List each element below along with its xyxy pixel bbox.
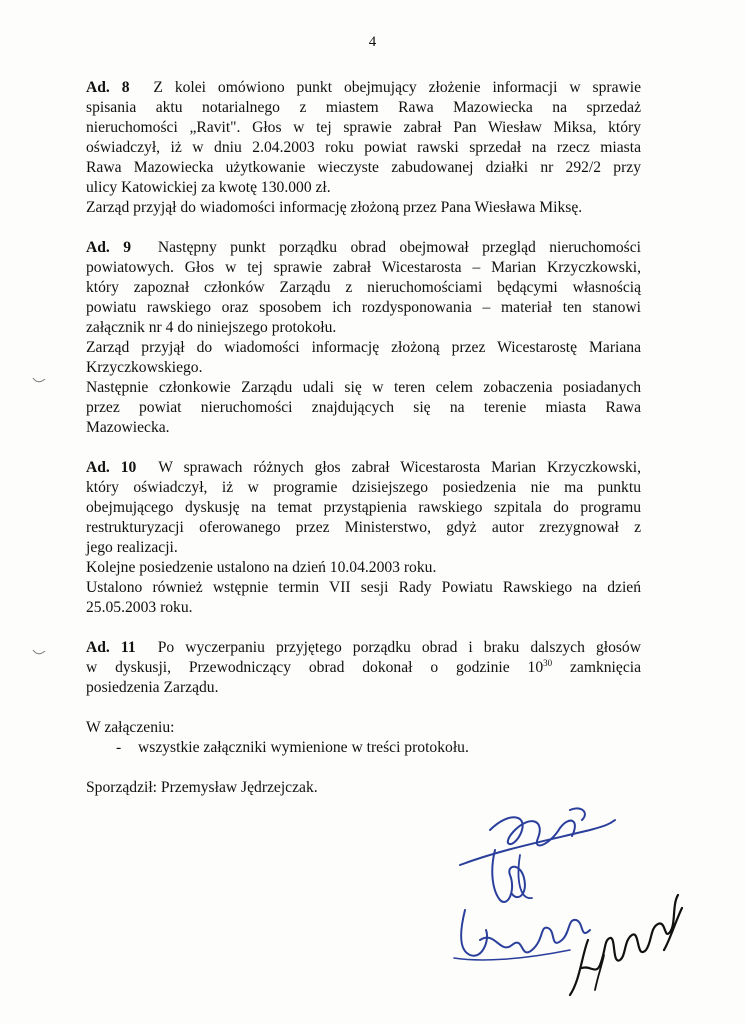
section-line: który zapoznał członków Zarządu z nieruchomościami będącymi własnością: [86, 279, 641, 296]
section-line: 25.05.2003 roku.: [86, 599, 193, 616]
handwritten-signatures-image: [420, 790, 690, 1000]
section-line: obejmującego dyskusję na temat przystąpienia rawskiego szpitala do programu: [86, 499, 641, 516]
section-line: Ad. 8 Z kolei omówiono punkt obejmujący złożenie informacji w sprawie: [86, 79, 642, 96]
section-line: posiedzenia Zarządu.: [86, 679, 219, 696]
section-label: Ad. 9: [86, 239, 132, 256]
section-line: oświadczył, iż w dniu 2.04.2003 roku powiat rawski sprzedał na rzecz miasta: [86, 139, 641, 156]
next-meeting-line: Kolejne posiedzenie ustalono na dzień 10.04.2003 roku.: [86, 559, 437, 576]
section-line: przez powiat nieruchomości znajdujących się na terenie miasta Rawa: [86, 399, 641, 416]
section-label: Ad. 8: [86, 79, 130, 96]
section-line: załącznik nr 4 do niniejszego protokołu.: [86, 319, 337, 336]
section-line: w dyskusji, Przewodniczący obrad dokonał o godzinie $10^{30}$ zamknięcia: [86, 658, 641, 676]
margin-tick-mark: [32, 376, 46, 386]
section-line: Rawa Mazowiecka użytkowanie wieczyste zabudowanej działki nr 292/2 przy: [86, 159, 641, 176]
section-conclusion: Zarząd przyjął do wiadomości informację złożoną przez Pana Wiesława Miksę.: [86, 199, 583, 216]
section-ad-8: [86, 78, 641, 218]
section-line: nieruchomości „Ravit". Głos w tej sprawie zabrał Pan Wiesław Miksa, który: [86, 119, 641, 136]
section-line: powiatowych. Głos w tej sprawie zabrał Wicestarosta – Marian Krzyczkowski,: [86, 259, 641, 276]
section-label: Ad. 11: [86, 639, 136, 656]
section-line: Mazowiecka.: [86, 419, 170, 436]
section-line: ulicy Katowickiej za kwotę 130.000 zł.: [86, 179, 331, 196]
section-line: Ad. 10 W sprawach różnych głos zabrał Wicestarosta Marian Krzyczkowski,: [86, 459, 642, 476]
attachments-section: [86, 718, 641, 758]
section-line: który oświadczył, iż w programie dzisiejszego posiedzenia nie ma punktu: [86, 479, 641, 496]
attachments-heading: W załączeniu:: [86, 719, 175, 736]
section-conclusion: Zarząd przyjął do wiadomości informację złożoną przez Wicestarostę Mariana: [86, 339, 641, 356]
section-ad-9: [86, 238, 641, 438]
section-line: spisania aktu notarialnego z miastem Rawa Mazowiecka na sprzedaż: [86, 99, 641, 116]
section-line: Ad. 9 Następny punkt porządku obrad obejmował przegląd nieruchomości: [86, 239, 642, 256]
section-label: Ad. 10: [86, 459, 137, 476]
section-conclusion: Krzyczkowskiego.: [86, 359, 203, 376]
section-ad-10: [86, 458, 641, 618]
section-ad-11: [86, 638, 641, 698]
margin-tick-mark: [32, 648, 46, 658]
section-line: Następnie członkowie Zarządu udali się w teren celem zobaczenia posiadanych: [86, 379, 641, 396]
attachments-list-item: - wszystkie załączniki wymienione w treści protokołu.: [116, 739, 469, 756]
section-line: Ad. 11 Po wyczerpaniu przyjętego porządku obrad i braku dalszych głosów: [86, 639, 641, 656]
section-line: jego realizacji.: [86, 539, 178, 556]
time-superscript: 30: [543, 658, 553, 668]
section-line: powiatu rawskiego oraz sposobem ich rozdysponowania – materiał ten stanowi: [86, 299, 641, 316]
section-line: Ustalono również wstępnie termin VII sesji Rady Powiatu Rawskiego na dzień: [86, 579, 641, 596]
document-body: [86, 78, 641, 798]
section-line: restrukturyzacji oferowanego przez Ministerstwo, gdyż autor zrezygnował z: [86, 519, 641, 536]
page-number: 4: [368, 34, 377, 50]
prepared-by: Sporządził: Przemysław Jędrzejczak.: [86, 779, 318, 796]
